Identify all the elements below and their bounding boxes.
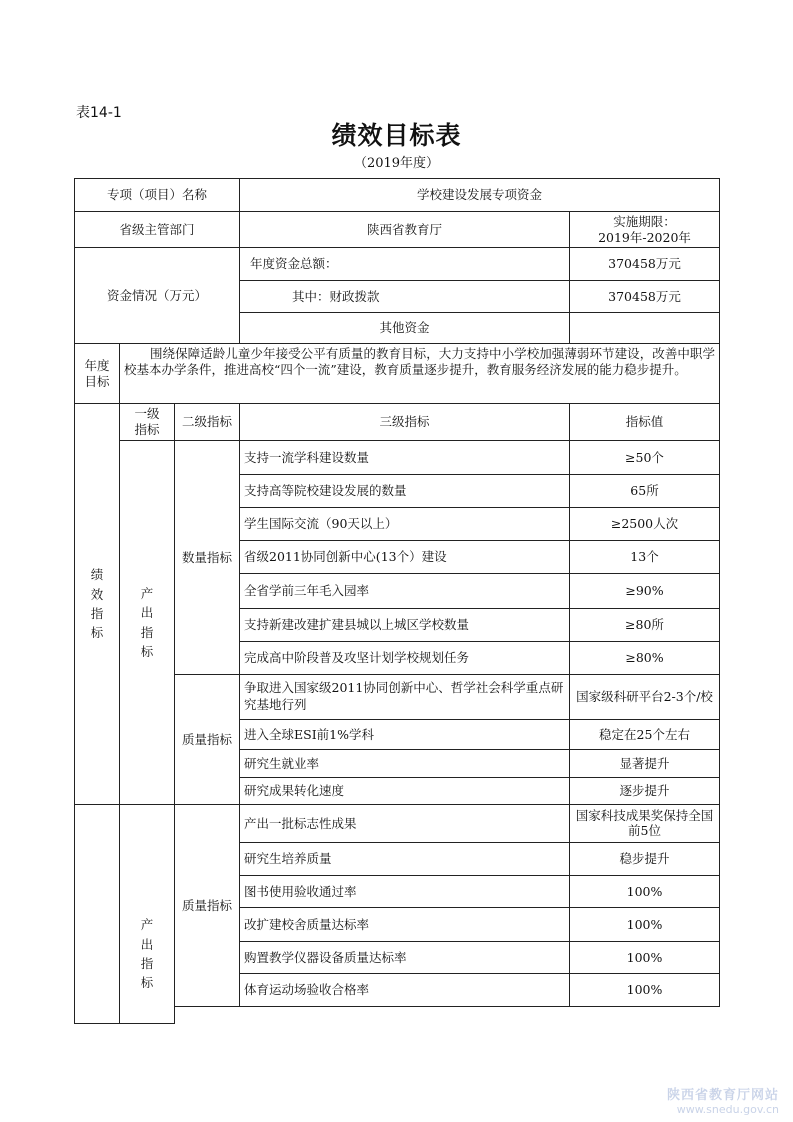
quantity-indicators-label: 数量指标 [174,440,240,675]
table-row-value: 13个 [569,540,720,574]
table-row-value: 100% [569,907,720,942]
annual-goal-label-line1: 年度 [84,357,110,373]
table-row-name: 研究生培养质量 [239,842,570,876]
table-row-name: 争取进入国家级2011协同创新中心、哲学社会科学重点研究基地行列 [239,674,570,720]
table-row-value: ≥90% [569,573,720,609]
table-row-name: 研究生就业率 [239,749,570,778]
table-row-value: 逐步提升 [569,777,720,805]
table-number-label: 表14-1 [76,105,122,121]
table-row-value: ≥80% [569,641,720,675]
table-row-name: 图书使用验收通过率 [239,875,570,908]
table-row-value: 国家级科研平台2-3个/校 [569,674,720,720]
project-name-value: 学校建设发展专项资金 [239,178,720,212]
department-value: 陕西省教育厅 [239,211,570,248]
page-title: 绩效目标表 [331,121,462,150]
table-row-name: 购置教学仪器设备质量达标率 [239,941,570,974]
other-funds-value [569,312,720,344]
watermark-site-name: 陕西省教育厅网站 [666,1088,779,1103]
fiscal-funds-label: 其中：财政拨款 [239,280,570,313]
period-value: 2019年-2020年 [598,229,691,245]
department-label: 省级主管部门 [74,211,240,248]
table-row-value: ≥50个 [569,440,720,475]
fiscal-funds-value: 370458万元 [569,280,720,313]
table-row-value: 100% [569,941,720,974]
site-watermark [667,1084,779,1116]
table-row-name: 产出一批标志性成果 [239,804,570,843]
table-row-name: 省级2011协同创新中心(13个）建设 [239,540,570,574]
performance-indicators-text: 绩效指标 [90,567,104,641]
other-funds-label: 其他资金 [239,312,570,344]
table-row-name: 完成高中阶段普及攻坚计划学校规划任务 [239,641,570,675]
watermark-url: www.snedu.gov.cn [676,1103,779,1116]
implementation-period [569,211,720,248]
table-row-value: 100% [569,875,720,908]
table-row-name: 体育运动场验收合格率 [239,973,570,1007]
continuation-left-column [74,804,120,1024]
table-row-value: 显著提升 [569,749,720,778]
header-level3: 三级指标 [239,403,570,441]
output-indicators-text: 产出指标 [140,585,154,659]
table-row-name: 支持高等院校建设发展的数量 [239,474,570,508]
table-row-value: 稳定在25个左右 [569,719,720,750]
table-row-value: ≥2500人次 [569,507,720,541]
project-name-label: 专项（项目）名称 [74,178,240,212]
table-row-value: 100% [569,973,720,1007]
header-indicator-value: 指标值 [569,403,720,441]
total-funds-value: 370458万元 [569,247,720,281]
annual-goal-label-line2: 目标 [84,373,110,389]
table-row-value: 国家科技成果奖保持全国前5位 [569,804,720,843]
header-level1-line1: 一级 [134,406,160,422]
table-row-name: 改扩建校舍质量达标率 [239,907,570,942]
table-row-name: 全省学前三年毛入园率 [239,573,570,609]
table-row-name: 支持一流学科建设数量 [239,440,570,475]
header-level1-line2: 指标 [134,422,160,437]
funds-label: 资金情况（万元） [74,247,240,344]
table-row-name: 学生国际交流（90天以上） [239,507,570,541]
continuation-quality-indicators-label: 质量指标 [174,804,240,1007]
annual-goal-label [74,343,120,404]
table-row-name: 进入全球ESI前1%学科 [239,719,570,750]
continuation-output-indicators-text: 产出指标 [140,917,154,991]
performance-indicators-vertical-label [74,403,120,805]
table-row-name: 支持新建改建扩建县城以上城区学校数量 [239,608,570,642]
output-indicators-label [119,440,175,805]
continuation-output-indicators-label [119,804,175,1024]
quality-indicators-label: 质量指标 [174,674,240,805]
total-funds-label: 年度资金总额： [239,247,570,281]
header-level1 [119,403,175,441]
annual-goal-text: 围绕保障适龄儿童少年接受公平有质量的教育目标，大力支持中小学校加强薄弱环节建设，改善中职学校基本办学条件，推进高校“四个一流”建设，教育质量逐步提升，教育服务经济发展的能力稳步提升。 [119,343,720,404]
header-level2: 二级指标 [174,403,240,441]
period-label: 实施期限： [613,213,676,229]
table-row-value: 65所 [569,474,720,508]
fiscal-year-label: （2019年度） [353,156,440,171]
table-row-value: 稳步提升 [569,842,720,876]
table-row-value: ≥80所 [569,608,720,642]
table-row-name: 研究成果转化速度 [239,777,570,805]
